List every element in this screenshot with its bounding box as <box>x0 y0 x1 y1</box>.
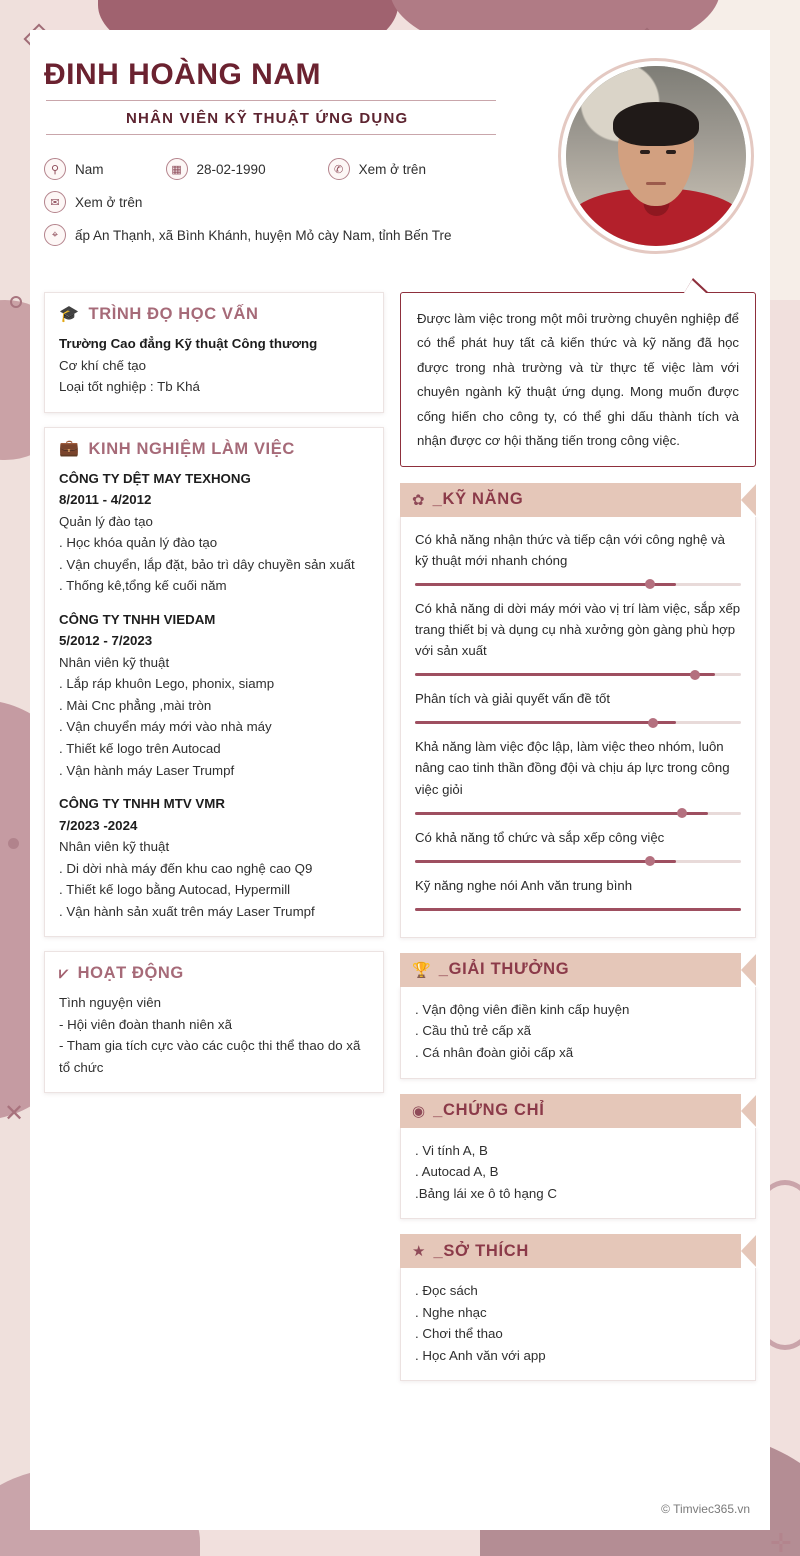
activity-line: - Tham gia tích cực vào các cuộc thi thể thao do xã tổ chức <box>59 1038 361 1075</box>
certificate-item: . Vi tính A, B <box>415 1142 488 1158</box>
skill-item <box>415 827 741 863</box>
right-column <box>400 292 756 1396</box>
certificate-item: .Bảng lái xe ô tô hạng C <box>415 1185 557 1201</box>
skill-bar <box>415 812 741 815</box>
contact-birthdate: 28-02-1990 <box>196 161 266 177</box>
skill-label: Phân tích và giải quyết vấn đề tốt <box>415 691 611 707</box>
section-experience <box>44 427 384 938</box>
section-title-awards <box>400 953 756 987</box>
interest-item: . Học Anh văn với app <box>415 1347 546 1363</box>
experience-company: CÔNG TY DỆT MAY TEXHONG <box>59 470 251 486</box>
section-interests <box>400 1234 756 1381</box>
section-education <box>44 292 384 413</box>
section-title-education <box>59 305 369 324</box>
award-item: . Cá nhân đoàn giỏi cấp xã <box>415 1044 574 1060</box>
avatar <box>558 58 754 254</box>
skill-bar <box>415 860 741 863</box>
section-certificates <box>400 1094 756 1220</box>
section-awards <box>400 953 756 1079</box>
skill-item <box>415 598 741 676</box>
experience-item <box>59 468 369 597</box>
skill-bar <box>415 908 741 911</box>
cv-card <box>30 30 770 1530</box>
experience-company: CÔNG TY TNHH VIEDAM <box>59 611 216 627</box>
experience-period: 7/2023 -2024 <box>59 817 138 833</box>
skill-label: Khả năng làm việc độc lập, làm việc theo nhóm, luôn nâng cao tinh thần đồng đội và chịu áp lực trong công việc giỏi <box>415 739 730 797</box>
award-item: . Vận động viên điền kinh cấp huyện <box>415 1001 630 1017</box>
section-label: HOẠT ĐỘNG <box>77 964 184 983</box>
contact-address: ấp An Thạnh, xã Bình Khánh, huyện Mỏ cày Nam, tỉnh Bến Tre <box>75 227 452 243</box>
certificate-item: . Autocad A, B <box>415 1164 499 1180</box>
section-title-interests <box>400 1234 756 1268</box>
close-icon: ✕ <box>4 1100 25 1127</box>
section-label: _SỞ THÍCH <box>433 1241 530 1260</box>
experience-bullet: . Vận chuyển máy mới vào nhà máy <box>59 719 272 735</box>
award-item: . Cầu thủ trẻ cấp xã <box>415 1023 532 1039</box>
plus-icon: ✛ <box>770 1528 792 1556</box>
star-icon: ★ <box>412 1243 426 1261</box>
section-label: _KỸ NĂNG <box>432 490 524 509</box>
gear-icon: ✿ <box>412 491 425 509</box>
skill-label: Có khả năng tổ chức và sắp xếp công việc <box>415 829 665 845</box>
contact-row <box>44 158 524 180</box>
circle-icon <box>10 296 22 308</box>
phone-icon: ✆ <box>328 158 350 180</box>
trophy-icon: 🏆 <box>412 961 431 979</box>
section-title-skills <box>400 483 756 517</box>
experience-company: CÔNG TY TNHH MTV VMR <box>59 796 225 812</box>
experience-role: Nhân viên kỹ thuật <box>59 839 170 855</box>
skill-label: Có khả năng di dời máy mới vào vị trí làm việc, sắp xếp trang thiết bị và dụng cụ nhà xưởng gòn gàng phù hợp với sản xuất <box>415 600 741 659</box>
experience-role: Quản lý đào tạo <box>59 513 153 529</box>
skill-item <box>415 736 741 814</box>
mail-icon: ✉ <box>44 191 66 213</box>
skill-item <box>415 875 741 911</box>
avatar-image <box>566 66 746 246</box>
experience-bullet: . Thiết kế logo bằng Autocad, Hypermill <box>59 882 291 898</box>
experience-bullet: . Mài Cnc phẳng ,mài tròn <box>59 697 212 713</box>
objective-text: Được làm việc trong một môi trường chuyên nghiệp để có thể phát huy tất cả kiến thức và kỹ năng đã học được trong nhà trường và từ thực tế việc làm với chuyên ngành kỹ thuật ứng dụng. Mong muốn được cống hiến cho công ty, có thể ghi dấu thành tích và nhận được cơ hội thăng tiến trong công việc. <box>417 311 739 449</box>
contact-gender: Nam <box>75 161 104 177</box>
contact-phone: Xem ở trên <box>358 161 426 177</box>
section-label: _CHỨNG CHỈ <box>433 1101 545 1119</box>
skill-bar <box>415 583 741 586</box>
contact-info <box>44 158 524 257</box>
education-major: Cơ khí chế tạo <box>59 357 147 373</box>
contact-row <box>44 224 524 246</box>
skill-label: Có khả năng nhận thức và tiếp cận với công nghệ và kỹ thuật mới nhanh chóng <box>415 531 726 568</box>
section-activities <box>44 951 384 1093</box>
job-title: NHÂN VIÊN KỸ THUẬT ỨNG DỤNG <box>126 110 409 127</box>
calendar-icon: ▦ <box>166 158 188 180</box>
activity-line: - Hội viên đoàn thanh niên xã <box>59 1016 232 1032</box>
contact-email: Xem ở trên <box>75 194 143 210</box>
skill-bar <box>415 721 741 724</box>
education-school: Trường Cao đẳng Kỹ thuật Công thương <box>59 336 318 351</box>
education-grade: Loại tốt nghiệp : Tb Khá <box>59 379 200 395</box>
divider <box>46 100 496 101</box>
page-title: ĐINH HOÀNG NAM <box>44 58 321 91</box>
section-skills <box>400 483 756 938</box>
medal-icon: ◉ <box>412 1102 426 1120</box>
experience-bullet: . Thiết kế logo trên Autocad <box>59 740 221 756</box>
skill-bar <box>415 673 741 676</box>
skill-item <box>415 529 741 586</box>
skill-label: Kỹ năng nghe nói Anh văn trung bình <box>415 877 633 893</box>
experience-bullet: . Học khóa quản lý đào tạo <box>59 535 218 551</box>
experience-bullet: . Di dời nhà máy đến khu cao nghệ cao Q9 <box>59 860 313 876</box>
experience-bullet: . Vận chuyển, lắp đặt, bảo trì dây chuyền sản xuất <box>59 556 355 572</box>
section-label: KINH NGHIỆM LÀM VIỆC <box>88 439 295 458</box>
gender-icon: ⚲ <box>44 158 66 180</box>
skill-item <box>415 688 741 724</box>
location-icon: ⌖ <box>44 224 66 246</box>
graduation-cap-icon: 🎓 <box>59 305 80 323</box>
section-title-certificates <box>400 1094 756 1128</box>
left-column <box>44 292 384 1107</box>
experience-period: 5/2012 - 7/2023 <box>59 633 153 649</box>
cv-header <box>30 30 770 292</box>
dot-icon <box>8 838 19 849</box>
briefcase-icon: 💼 <box>59 440 80 458</box>
experience-item <box>59 609 369 781</box>
contact-row <box>44 191 524 213</box>
experience-item <box>59 793 369 922</box>
section-label: TRÌNH ĐỌ HỌC VẤN <box>88 305 259 323</box>
interest-item: . Nghe nhạc <box>415 1304 487 1320</box>
section-objective <box>400 292 756 467</box>
experience-bullet: . Vận hành sản xuất trên máy Laser Trumpf <box>59 903 315 919</box>
section-title-activities <box>59 964 369 983</box>
section-label: _GIẢI THƯỞNG <box>438 960 570 979</box>
interest-item: . Chơi thể thao <box>415 1326 503 1342</box>
experience-bullet: . Lắp ráp khuôn Lego, phonix, siamp <box>59 676 275 692</box>
section-title-experience <box>59 440 369 459</box>
footer-credit: © Timviec365.vn <box>661 1502 750 1516</box>
experience-period: 8/2011 - 4/2012 <box>59 492 152 508</box>
divider <box>46 134 496 135</box>
activity-line: Tình nguyện viên <box>59 995 162 1011</box>
experience-bullet: . Thống kê,tổng kế cuối năm <box>59 578 227 594</box>
interest-item: . Đọc sách <box>415 1283 478 1299</box>
pulse-icon: ⩗ <box>59 964 69 982</box>
experience-role: Nhân viên kỹ thuật <box>59 654 170 670</box>
experience-bullet: . Vận hành máy Laser Trumpf <box>59 762 235 778</box>
